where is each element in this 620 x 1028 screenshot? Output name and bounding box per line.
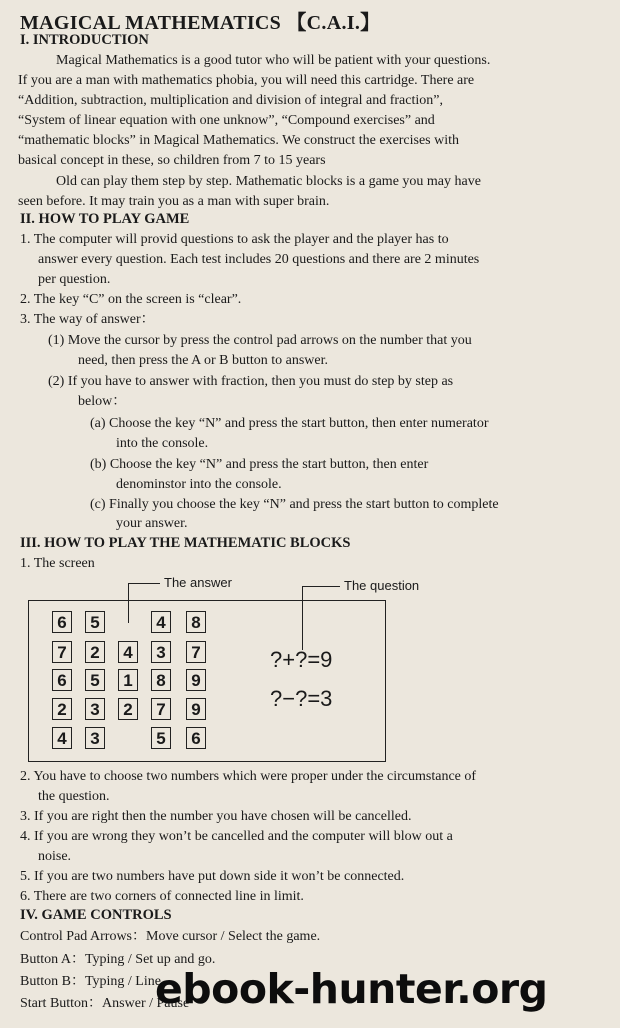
howto-line: below：	[78, 394, 127, 409]
number-block: 5	[85, 669, 105, 691]
number-block: 3	[85, 727, 105, 749]
howto-line: denominstor into the console.	[116, 477, 282, 492]
intro-line: If you are a man with mathematics phobia, you will need this cartridge. There are	[18, 73, 475, 88]
number-block: 8	[151, 669, 171, 691]
number-block: 5	[151, 727, 171, 749]
howto-line: (a) Choose the key “N” and press the start button, then enter numerator	[90, 416, 489, 431]
number-block: 3	[85, 698, 105, 720]
number-block: 4	[118, 641, 138, 663]
page-title: MAGICAL MATHEMATICS 【C.A.I.】	[20, 12, 381, 34]
control-line: Button A：Typing / Set up and go.	[20, 952, 216, 967]
control-line: Button B：Typing / Line	[20, 974, 161, 989]
blocks-line: 3. If you are right then the number you have chosen will be cancelled.	[20, 809, 412, 824]
section-heading-mathematic-blocks: III. HOW TO PLAY THE MATHEMATIC BLOCKS	[20, 535, 351, 551]
answer-leader-line	[128, 583, 160, 584]
howto-line: per question.	[38, 272, 111, 287]
intro-line: Magical Mathematics is a good tutor who will be patient with your questions.	[56, 53, 491, 68]
blocks-line: the question.	[38, 789, 110, 804]
number-block: 5	[85, 611, 105, 633]
number-block: 2	[52, 698, 72, 720]
number-block: 9	[186, 669, 206, 691]
watermark-text: ebook-hunter.org	[155, 965, 548, 1013]
blocks-line: 4. If you are wrong they won’t be cancelled and the computer will blow out a	[20, 829, 453, 844]
control-line: Control Pad Arrows：Move cursor / Select the game.	[20, 929, 321, 944]
section-heading-game-controls: IV. GAME CONTROLS	[20, 907, 172, 923]
number-block: 9	[186, 698, 206, 720]
number-block: 6	[52, 611, 72, 633]
section-heading-how-to-play: II. HOW TO PLAY GAME	[20, 211, 190, 227]
number-block: 4	[52, 727, 72, 749]
intro-line: “System of linear equation with one unknow”, “Compound exercises” and	[18, 113, 435, 128]
number-block: 2	[85, 641, 105, 663]
intro-line: “Addition, subtraction, multiplication and division of integral and fraction”,	[18, 93, 443, 108]
number-block: 2	[118, 698, 138, 720]
intro-line: seen before. It may train you as a man with super brain.	[18, 194, 330, 209]
number-block: 7	[52, 641, 72, 663]
howto-line: answer every question. Each test includes 20 questions and there are 2 minutes	[38, 252, 480, 267]
howto-line: (1) Move the cursor by press the control pad arrows on the number that you	[48, 333, 472, 348]
number-block: 3	[151, 641, 171, 663]
howto-line: (2) If you have to answer with fraction, then you must do step by step as	[48, 374, 454, 389]
howto-line: (b) Choose the key “N” and press the start button, then enter	[90, 457, 429, 472]
question-equation-add: ?+?=9	[270, 647, 333, 672]
blocks-line: noise.	[38, 849, 72, 864]
question-leader-line	[302, 586, 340, 587]
blocks-line: 2. You have to choose two numbers which were proper under the circumstance of	[20, 769, 477, 784]
game-screen-diagram	[28, 600, 386, 762]
howto-line: your answer.	[116, 516, 188, 531]
howto-line: 2. The key “C” on the screen is “clear”.	[20, 292, 242, 307]
howto-line: into the console.	[116, 436, 209, 451]
answer-annotation: The answer	[164, 575, 232, 590]
screen-label: 1. The screen	[20, 556, 95, 571]
number-block: 7	[151, 698, 171, 720]
question-equation-subtract: ?−?=3	[270, 686, 333, 711]
question-annotation: The question	[344, 578, 420, 593]
howto-line: 1. The computer will provid questions to ask the player and the player has to	[20, 232, 449, 247]
howto-line: 3. The way of answer：	[20, 312, 155, 327]
number-block: 6	[52, 669, 72, 691]
intro-line: basical concept in these, so children from 7 to 15 years	[18, 153, 326, 168]
number-block: 7	[186, 641, 206, 663]
number-block: 8	[186, 611, 206, 633]
intro-line: “mathematic blocks” in Magical Mathematics. We construct the exercises with	[18, 133, 460, 148]
section-heading-introduction: I. INTRODUCTION	[20, 32, 149, 48]
blocks-line: 5. If you are two numbers have put down side it won’t be connected.	[20, 869, 405, 884]
number-block: 6	[186, 727, 206, 749]
control-line: Start Button：Answer / Pause	[20, 996, 190, 1011]
howto-line: need, then press the A or B button to answer.	[78, 353, 329, 368]
number-block: 4	[151, 611, 171, 633]
blocks-line: 6. There are two corners of connected line in limit.	[20, 889, 304, 904]
number-block: 1	[118, 669, 138, 691]
howto-line: (c) Finally you choose the key “N” and press the start button to complete	[90, 497, 499, 512]
intro-line: Old can play them step by step. Mathematic blocks is a game you may have	[56, 174, 481, 189]
